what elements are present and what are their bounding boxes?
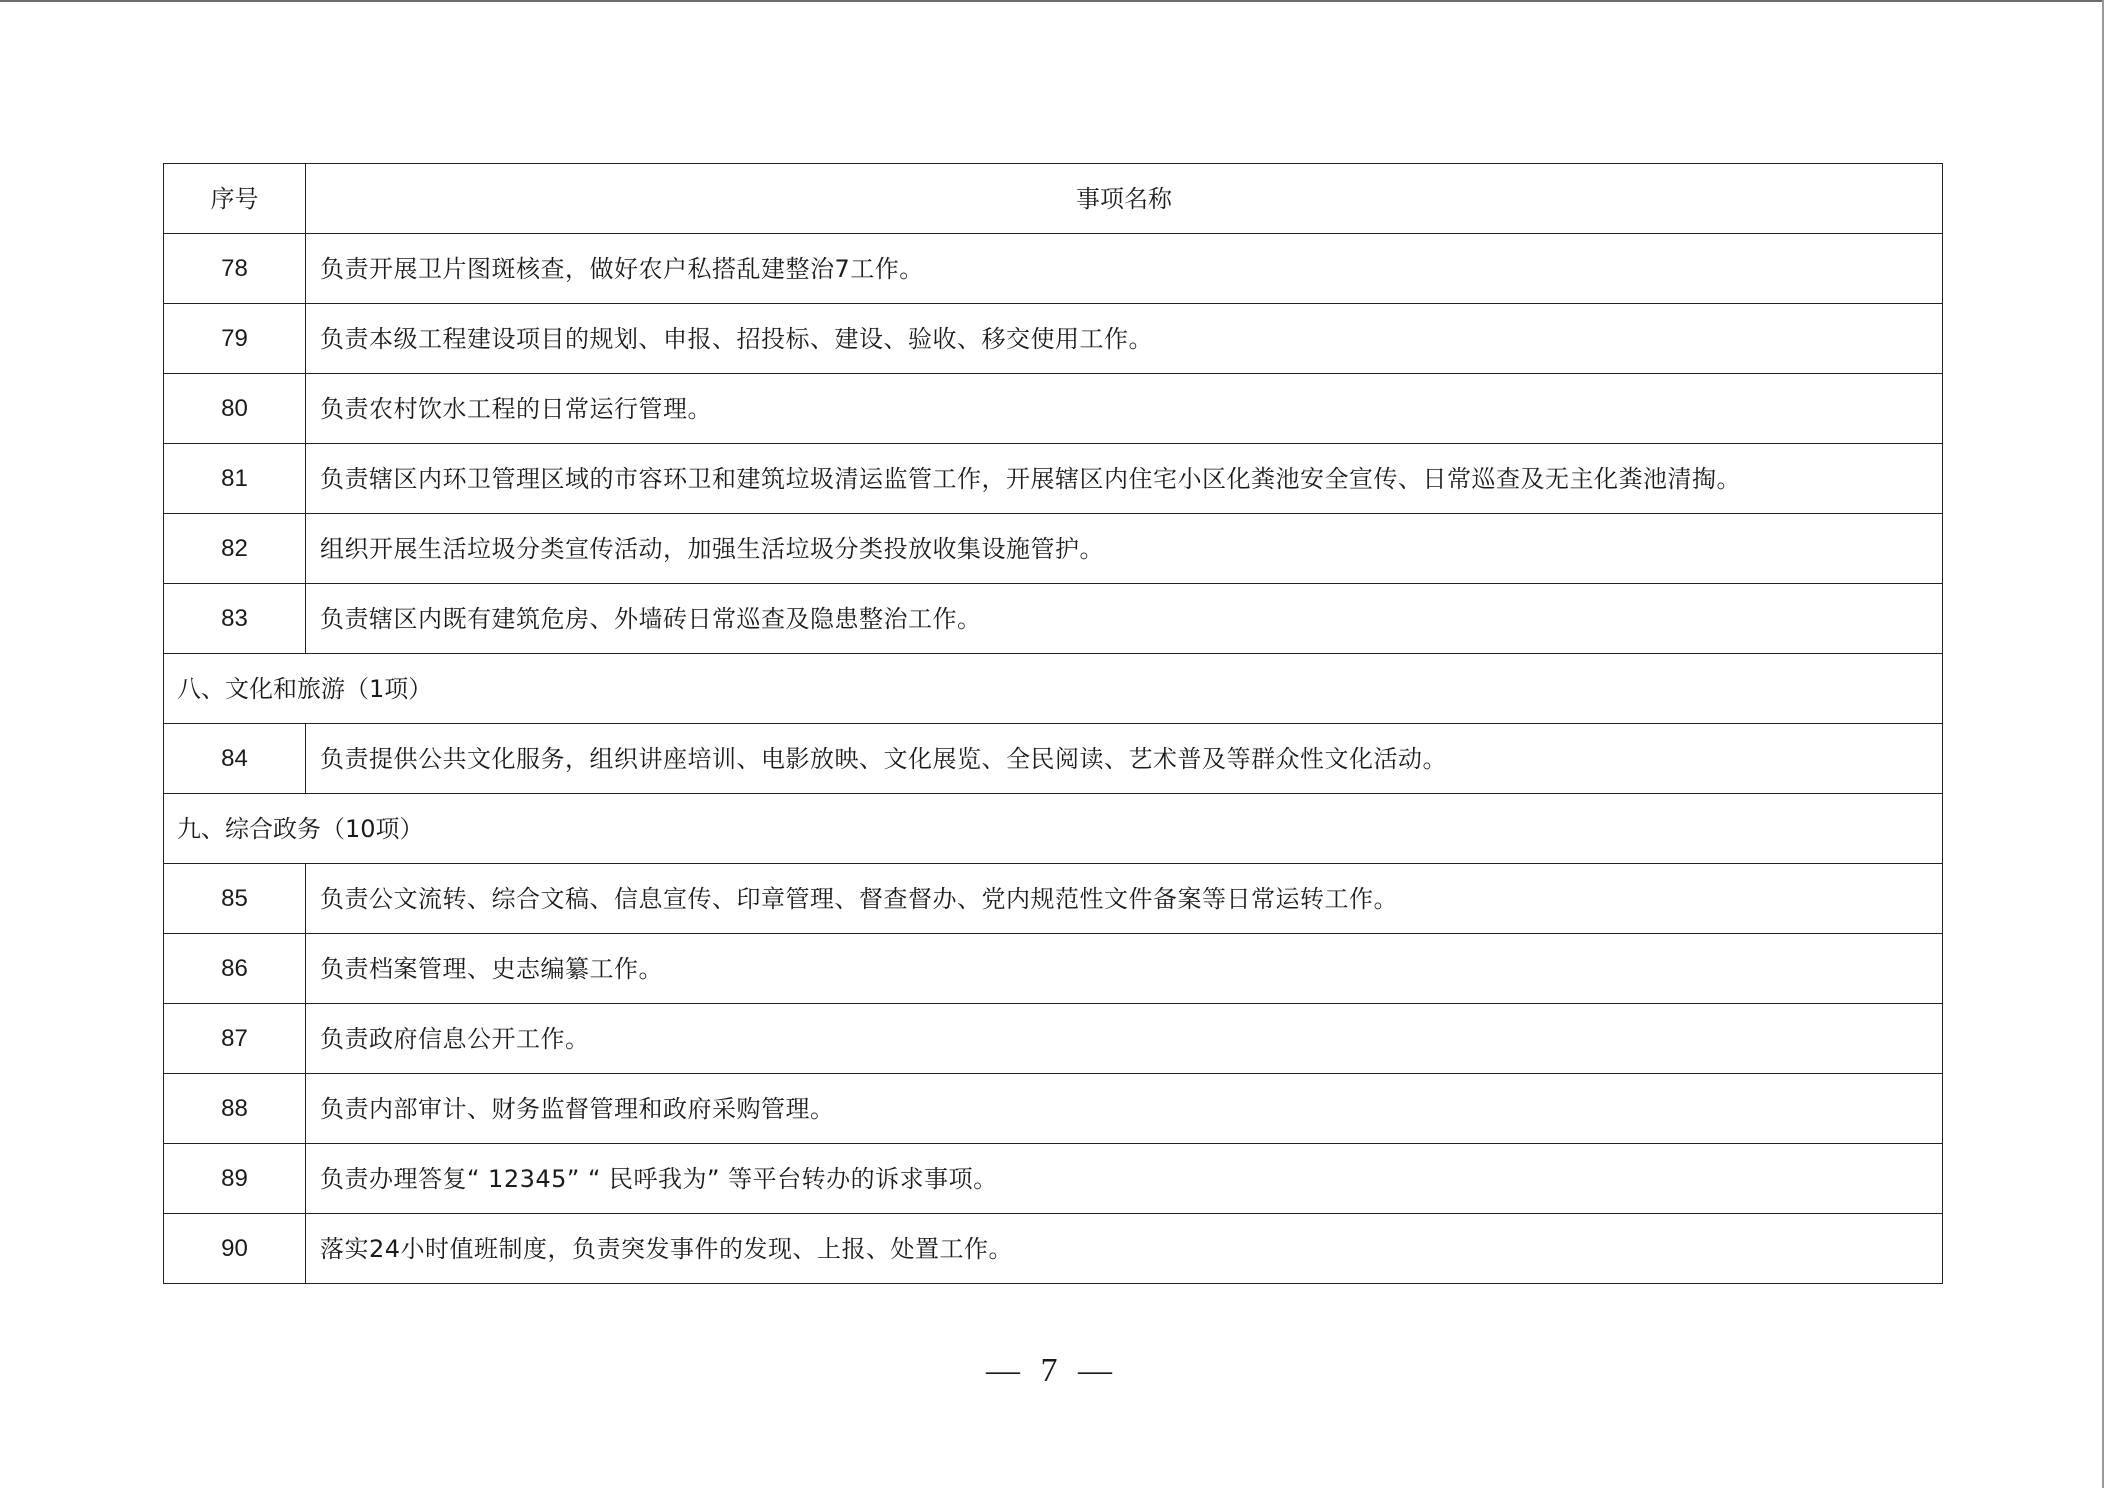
page-number: — 7 — xyxy=(986,1352,1118,1389)
table-row xyxy=(164,234,1943,304)
row-item-name: 负责内部审计、财务监督管理和政府采购管理。 xyxy=(306,1074,1943,1144)
row-item-name: 负责档案管理、史志编纂工作。 xyxy=(306,934,1943,1004)
row-number: 88 xyxy=(164,1074,306,1144)
row-item-name: 负责办理答复“ 12345” “ 民呼我为” 等平台转办的诉求事项。 xyxy=(306,1144,1943,1214)
row-item-name: 负责辖区内既有建筑危房、外墙砖日常巡查及隐患整治工作。 xyxy=(306,584,1943,654)
row-number: 87 xyxy=(164,1004,306,1074)
section-row-admin xyxy=(164,794,1943,864)
table-row xyxy=(164,864,1943,934)
row-item-name: 组织开展生活垃圾分类宣传活动，加强生活垃圾分类投放收集设施管护。 xyxy=(306,514,1943,584)
column-header-name: 事项名称 xyxy=(306,164,1943,234)
row-item-name: 落实24小时值班制度，负责突发事件的发现、上报、处置工作。 xyxy=(306,1214,1943,1284)
row-number: 78 xyxy=(164,234,306,304)
table-row xyxy=(164,1214,1943,1284)
row-item-name: 负责本级工程建设项目的规划、申报、招投标、建设、验收、移交使用工作。 xyxy=(306,304,1943,374)
top-border-line xyxy=(0,0,2104,2)
table-row xyxy=(164,374,1943,444)
section-row-culture xyxy=(164,654,1943,724)
row-number: 80 xyxy=(164,374,306,444)
row-item-name: 负责辖区内环卫管理区域的市容环卫和建筑垃圾清运监管工作，开展辖区内住宅小区化粪池安全宣传、日常巡查及无主化粪池清掏。 xyxy=(306,444,1943,514)
row-number: 79 xyxy=(164,304,306,374)
items-table xyxy=(163,163,1943,1284)
table-row xyxy=(164,584,1943,654)
row-number: 86 xyxy=(164,934,306,1004)
row-item-name: 负责公文流转、综合文稿、信息宣传、印章管理、督查督办、党内规范性文件备案等日常运转工作。 xyxy=(306,864,1943,934)
table-row xyxy=(164,444,1943,514)
row-item-name: 负责政府信息公开工作。 xyxy=(306,1004,1943,1074)
row-item-name: 负责农村饮水工程的日常运行管理。 xyxy=(306,374,1943,444)
table-row xyxy=(164,1074,1943,1144)
table-row xyxy=(164,934,1943,1004)
table-row xyxy=(164,1144,1943,1214)
row-number: 81 xyxy=(164,444,306,514)
table-row xyxy=(164,724,1943,794)
table-header-row xyxy=(164,164,1943,234)
table-row xyxy=(164,304,1943,374)
table-row xyxy=(164,514,1943,584)
column-header-number: 序号 xyxy=(164,164,306,234)
section-heading: 九、综合政务（10项） xyxy=(164,794,1943,864)
row-number: 82 xyxy=(164,514,306,584)
table-row xyxy=(164,1004,1943,1074)
row-item-name: 负责开展卫片图斑核查，做好农户私搭乱建整治7工作。 xyxy=(306,234,1943,304)
row-number: 90 xyxy=(164,1214,306,1284)
row-number: 84 xyxy=(164,724,306,794)
row-number: 85 xyxy=(164,864,306,934)
section-heading: 八、文化和旅游（1项） xyxy=(164,654,1943,724)
row-number: 89 xyxy=(164,1144,306,1214)
row-number: 83 xyxy=(164,584,306,654)
row-item-name: 负责提供公共文化服务，组织讲座培训、电影放映、文化展览、全民阅读、艺术普及等群众性文化活动。 xyxy=(306,724,1943,794)
